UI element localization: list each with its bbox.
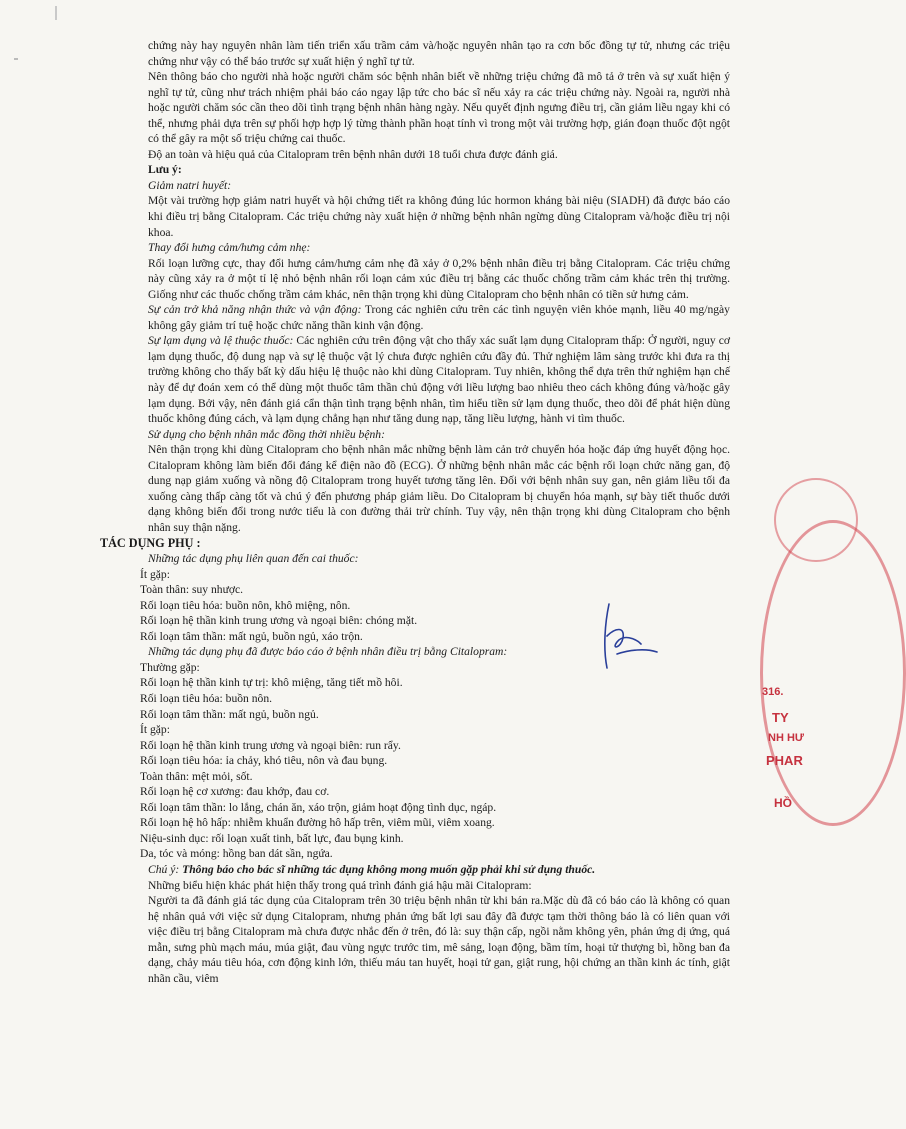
- paragraph: chứng này hay nguyên nhân làm tiến triển xấu trầm cảm và/hoặc nguyên nhân tạo ra cơn bốc đồng tự tử, nhưng các triệu chứng như vậy có thể báo trước sự xuất hiện ý nghĩ tự tử.: [148, 39, 730, 68]
- paragraph: [100, 333, 730, 426]
- section-body: Các nghiên cứu trên động vật cho thấy xác suất lạm dụng Citalopram thấp: Ở người, nguy cơ lạm dụng thuốc, độ dung nạp và sự lệ thuộc vật lý chưa được nghiên cứu đầy đủ. Thử nghiệm lâm sàng trước khi đưa ra thị trường không cho thấy bất kỳ dấu hiệu lệ thuộc nào khi dùng Citalopram. Tuy nhiên, không thể dựa trên thử nghiệm hạn chế này để dự đoán xem có thể dùng một thuốc tâm thần chủ động với liều lượng bao nhiêu theo cách không đúng và/hoặc gây lạm dụng. Bởi vậy, nên đánh giá cẩn thận tình trạng bệnh nhân, tìm hiểu tiền sử lạm dụng thuốc, theo dõi để phát hiện dùng thuốc không đúng cách, và lạm dụng chẳng hạn như tăng dung nạp, tăng liều lượng, hành vi tìm thuốc.: [148, 334, 730, 426]
- stamp-fragment: [770, 470, 800, 510]
- list-item: Rối loạn tâm thần: mất ngủ, buồn ngủ, xáo trộn.: [140, 629, 363, 643]
- stamp-text: TY: [772, 710, 789, 725]
- list-item: Rối loạn tiêu hóa: ỉa chảy, khó tiêu, nôn và đau bụng.: [140, 754, 388, 768]
- warning-note: [100, 862, 730, 878]
- side-effects-heading: TÁC DỤNG PHỤ :: [100, 535, 201, 550]
- list-item: Ít gặp:: [140, 567, 170, 581]
- company-stamp: [754, 560, 805, 820]
- list-item: Rối loạn tiêu hóa: buồn nôn.: [140, 691, 273, 705]
- stamp-text: NH HƯ: [768, 732, 805, 744]
- paragraph: Người ta đã đánh giá tác dụng của Citalopram trên 30 triệu bệnh nhân từ khi bán ra.Mặc dù đã có báo cáo là không có quan hệ nhân quả với việc sử dụng Citalopram, nhưng phản ứng bất lợi sau đây đã được tạm thời thông báo là có liên quan với việc điều trị bằng Citalopram mà chưa được nhắc đến ở trên, đó là: suy thận cấp, ngồi nằm không yên, phản ứng dị ứng, quá mẫn, sưng phù mạch máu, múa giật, đau vùng ngực trước tim, mê sảng, loạn động, bầm tím, hoại tử thượng bì, hồng ban đa dạng, chảy máu tiêu hóa, cơn động kinh lớn, thiếu máu tan huyết, hoại tử gan, giật rung, hội chứng an thần kinh ác tính, giật nhãn cầu, viêm: [148, 894, 730, 985]
- paragraph: Một vài trường hợp giảm natri huyết và hội chứng tiết ra không đúng lúc hormon kháng bài niệu (SIADH) đã được báo cáo khi điều trị bằng Citalopram. Các triệu chứng này xuất hiện ở những bệnh nhân ngừng dùng Citalopram và/hoặc điều trị nội khoa.: [148, 194, 730, 239]
- signature: [595, 598, 670, 678]
- group2-list: [100, 660, 730, 862]
- post-marketing-title: Những biểu hiện khác phát hiện thấy trong quá trình đánh giá hậu mãi Citalopram:: [148, 878, 532, 892]
- scan-mark: [55, 6, 57, 20]
- stamp-text: 316.: [762, 686, 784, 698]
- note-heading: Lưu ý:: [148, 163, 182, 177]
- list-item: Rối loạn hệ cơ xương: đau khớp, đau cơ.: [140, 785, 330, 799]
- section-title: Sự cản trở khả năng nhận thức và vận động:: [148, 303, 362, 317]
- list-item: Rối loạn hệ thần kinh trung ương và ngoại biên: chóng mặt.: [140, 614, 418, 628]
- list-item: Da, tóc và móng: hồng ban dát sần, ngứa.: [140, 847, 333, 861]
- stamp-ring: [760, 520, 906, 826]
- note-text: Thông báo cho bác sĩ những tác dụng không mong muốn gặp phải khi sử dụng thuốc.: [179, 862, 596, 876]
- section-title: Giảm natri huyết:: [148, 178, 232, 192]
- list-item: Rối loạn hệ hô hấp: nhiễm khuẩn đường hô hấp trên, viêm mũi, viêm xoang.: [140, 816, 495, 830]
- paragraph: Nên thông báo cho người nhà hoặc người chăm sóc bệnh nhân biết về những triệu chứng đã mô tả ở trên và sự xuất hiện ý nghĩ tự tử, cũng như trách nhiệm phải báo cáo ngay lập tức cho bác sĩ nếu xảy ra các triệu chứng này. Ngoài ra, người nhà hoặc người chăm sóc cần theo dõi tình trạng bệnh nhân hàng ngày. Nếu quyết định ngưng điều trị, cần giảm liều ngay khi có thể, nhưng phải dựa trên sự phối hợp hợp lý từng thành phần hoạt tính vì trong một vài trường hợp, gián đoạn thuốc đột ngột có thể gây ra một số triệu chứng cai thuốc.: [148, 70, 730, 146]
- note-label: Chú ý:: [148, 862, 180, 876]
- scan-mark: [14, 58, 18, 60]
- list-item: Rối loạn tâm thần: lo lắng, chán ăn, xáo trộn, giảm hoạt động tình dục, ngáp.: [140, 800, 497, 814]
- list-item: Rối loạn hệ thần kinh tự trị: khô miệng, tăng tiết mồ hôi.: [140, 676, 403, 690]
- section-title: Sử dụng cho bệnh nhân mắc đồng thời nhiều bệnh:: [148, 427, 385, 441]
- section-title: Sự lạm dụng và lệ thuộc thuốc:: [148, 334, 294, 348]
- section-body: Trong các nghiên cứu trên các tình nguyện viên khỏe mạnh, liều 40 mg/ngày không gây giảm trí tuệ hoặc chức năng thần kinh vận động.: [148, 303, 730, 332]
- document-page: [100, 38, 730, 986]
- list-item: Toàn thân: suy nhược.: [140, 583, 244, 597]
- group-title: Những tác dụng phụ liên quan đến cai thuốc:: [148, 552, 359, 566]
- paragraph: Nên thận trọng khi dùng Citalopram cho bệnh nhân mắc những bệnh làm cản trở chuyển hóa hoặc đáp ứng huyết động học. Citalopram không làm biến đổi đáng kể điện não đồ (ECG). Ở những bệnh nhân mắc các bệnh rối loạn chức năng gan, độ dung nạp giảm xuống và nồng độ Citalopram trong huyết tương tăng lên. Đối với bệnh nhân suy gan, nên giảm liều tối đa xuống càng thấp càng tốt và chú ý đến phương pháp giảm liều. Do Citalopram bị chuyển hóa mạnh, sự bày tiết thuốc dưới dạng không biến đổi trong nước tiểu là con đường thải trừ chính. Tuy vậy, nên thận trọng khi dùng Citalopram cho bệnh nhân suy thận nặng.: [148, 443, 730, 534]
- list-item: Niệu-sinh dục: rối loạn xuất tinh, bất lực, đau bụng kinh.: [140, 831, 404, 845]
- list-item: Ít gặp:: [140, 723, 170, 737]
- list-item: Rối loạn hệ thần kinh trung ương và ngoại biên: run rẩy.: [140, 738, 401, 752]
- group-title: Những tác dụng phụ đã được báo cáo ở bệnh nhân điều trị bằng Citalopram:: [148, 645, 508, 659]
- list-item: Rối loạn tiêu hóa: buồn nôn, khô miệng, nôn.: [140, 598, 351, 612]
- list-item: Thường gặp:: [140, 660, 200, 674]
- list-item: Toàn thân: mệt mỏi, sốt.: [140, 769, 253, 783]
- paragraph: Rối loạn lưỡng cực, thay đổi hưng cảm/hưng cảm nhẹ đã xảy ở 0,2% bệnh nhân điều trị bằng Citalopram. Các triệu chứng này cũng xảy ra ở một tỉ lệ nhỏ bệnh nhân rối loạn cảm xúc điều trị bằng các thuốc chống trầm cảm khác trên thị trường. Giống như các thuốc chống trầm cảm khác, nên thận trọng khi dùng Citalopram cho bệnh nhân có tiền sử hưng cảm.: [148, 256, 730, 301]
- stamp-text: HỒ: [774, 796, 792, 810]
- stamp-text: PHAR: [766, 753, 803, 768]
- list-item: Rối loạn tâm thần: mất ngủ, buồn ngủ.: [140, 707, 319, 721]
- paragraph: Độ an toàn và hiệu quả của Citalopram trên bệnh nhân dưới 18 tuổi chưa được đánh giá.: [148, 147, 558, 161]
- section-title: Thay đổi hưng cảm/hưng cảm nhẹ:: [148, 241, 311, 255]
- paragraph: [100, 302, 730, 333]
